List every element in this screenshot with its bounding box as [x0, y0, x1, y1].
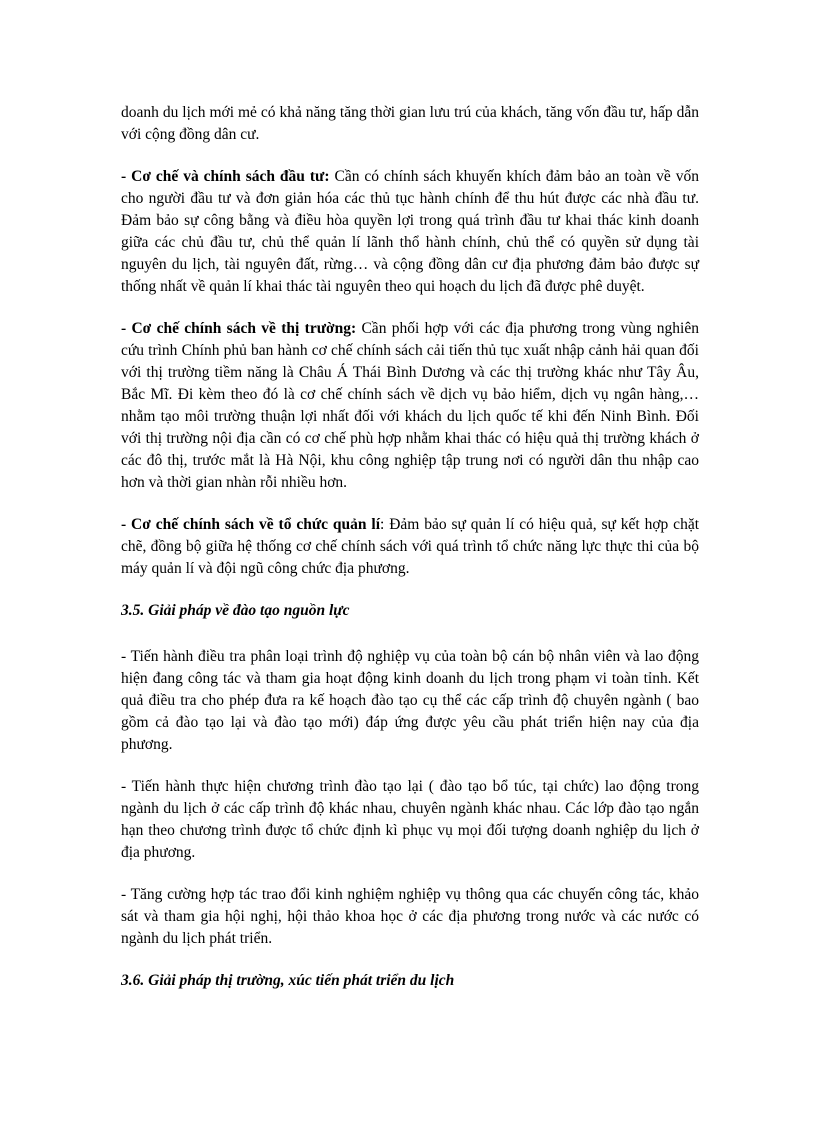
paragraph-text: - Tiến hành điều tra phân loại trình độ nghiệp vụ của toàn bộ cán bộ nhân viên và lao động hiện đang công tác và tham gia hoạt động kinh doanh du lịch trong phạm vi toàn tỉnh. Kết quả điều tra cho phép đưa ra kế hoạch đào tạo cụ thể các cấp trình độ chuyên ngành ( bao gồm cả đào tạo lại và đào tạo mới) đáp ứng được yêu cầu phát triển hiện nay của địa phương.	[121, 648, 699, 753]
paragraph-text: Cần có chính sách khuyến khích đảm bảo an toàn về vốn cho người đầu tư và đơn giản hóa các thủ tục hành chính để thu hút được các nhà đầu tư. Đảm bảo sự công bằng và điều hòa quyền lợi trong quá trình đầu tư khai thác kinh doanh giữa các chủ đầu tư, chủ thể quản lí lãnh thổ hành chính, chủ thể có quyền sử dụng tài nguyên du lịch, tài nguyên đất, rừng… và cộng đồng dân cư địa phương đảm bảo được sự thống nhất về quản lí khai thác tài nguyên theo qui hoạch du lịch đã được phê duyệt.	[121, 168, 699, 295]
paragraph-text: Cần phối hợp với các địa phương trong vùng nghiên cứu trình Chính phủ ban hành cơ chế chính sách cải tiến thủ tục xuất nhập cảnh hải quan đối với thị trường tiềm năng là Châu Á Thái Bình Dương và các thị trường khác như Tây Âu, Bắc Mĩ. Đi kèm theo đó là cơ chế chính sách về dịch vụ bảo hiểm, dịch vụ ngân hàng,… nhằm tạo môi trường thuận lợi nhất đối với khách du lịch quốc tế khi đến Ninh Bình. Đối với thị trường nội địa cần có cơ chế phù hợp nhằm khai thác có hiệu quả thị trường khách ở các đô thị, trước mắt là Hà Nội, khu công nghiệp tập trung nơi có người dân thu nhập cao hơn và thời gian nhàn rỗi nhiều hơn.	[121, 320, 699, 491]
paragraph-management-policy	[121, 514, 699, 580]
paragraph-investment-policy	[121, 166, 699, 298]
paragraph-text: : Đảm bảo sự quản lí có hiệu quả, sự kết hợp chặt chẽ, đồng bộ giữa hệ thống cơ chế chính sách với quá trình tổ chức năng lực thực thi của bộ máy quản lí và đội ngũ công chức địa phương.	[121, 516, 700, 577]
paragraph-label: - Cơ chế và chính sách đầu tư:	[121, 168, 330, 185]
section-heading-3-5: 3.5. Giải pháp về đào tạo nguồn lực	[121, 602, 350, 619]
section-heading-3-6: 3.6. Giải pháp thị trường, xúc tiến phát triển du lịch	[121, 972, 455, 989]
paragraph-label: - Cơ chế chính sách về thị trường:	[121, 320, 357, 337]
paragraph-text: - Tăng cường hợp tác trao đổi kinh nghiệm nghiệp vụ thông qua các chuyến công tác, khảo sát và tham gia hội nghị, hội thảo khoa học ở các địa phương trong nước và các nước có ngành du lịch phát triển.	[121, 886, 699, 947]
paragraph-cooperation	[121, 884, 699, 950]
paragraph-tourism-business	[121, 102, 699, 146]
paragraph-label: - Cơ chế chính sách về tổ chức quản lí	[121, 516, 381, 533]
document-page	[121, 102, 699, 1016]
paragraph-market-policy	[121, 318, 699, 494]
paragraph-text: - Tiến hành thực hiện chương trình đào tạo lại ( đào tạo bổ túc, tại chức) lao động trong ngành du lịch ở các cấp trình độ khác nhau, chuyên ngành khác nhau. Các lớp đào tạo ngắn hạn theo chương trình được tổ chức định kì phục vụ mọi đối tượng doanh nghiệp du lịch ở địa phương.	[121, 778, 699, 861]
paragraph-retraining	[121, 776, 699, 864]
paragraph-text: doanh du lịch mới mẻ có khả năng tăng thời gian lưu trú của khách, tăng vốn đầu tư, hấp dẫn với cộng đồng dân cư.	[121, 104, 699, 143]
paragraph-survey-staff	[121, 646, 699, 756]
